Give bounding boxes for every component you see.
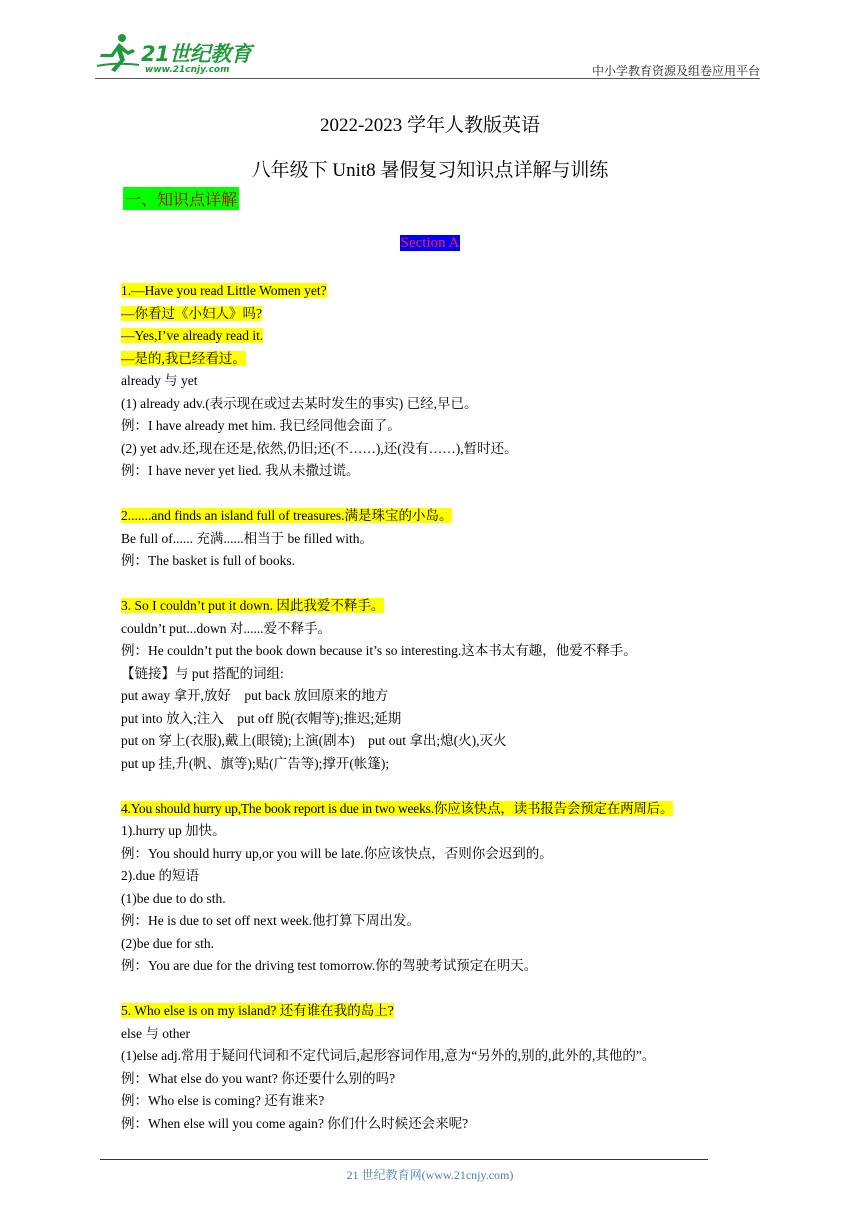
example-line: 例：I have already met him. 我已经同他会面了。 [121,418,401,433]
example-line: 例：I have never yet lied. 我从未撒过谎。 [121,463,360,478]
text-line: (1)else adj.常用于疑问代词和不定代词后,起形容词作用,意为“另外的,别的,此外的,其他的”。 [121,1048,656,1063]
point-5 [121,1000,781,1023]
page-header [95,30,760,80]
text-line: put up 挂,升(帆、旗等);贴(广告等);撑开(帐篷); [121,755,390,771]
section-a-heading [0,234,860,252]
question-line: 1.—Have you read Little Women yet? [121,283,327,298]
example-line: 例：You should hurry up,or you will be late.你应该快点，否则你会迟到的。 [121,845,553,861]
document-title-line1: 2022-2023 学年人教版英语 [319,115,541,136]
document-title-line2: 八年级下 Unit8 暑假复习知识点详解与训练 [251,160,609,181]
logo-text: 21世纪教育 [141,42,252,66]
question-line: 5. Who else is on my island? 还有谁在我的岛上? [121,1003,394,1018]
text-line: put away 拿开,放好 put back 放回原来的地方 [121,688,389,703]
text-line: Be full of...... 充满......相当于 be filled with。 [121,530,373,546]
footer-divider [100,1159,708,1160]
logo-url: www.21cnjy.com [145,65,230,75]
section-heading: 一、知识点详解 [123,187,239,210]
point-3 [121,595,781,618]
text-line: put on 穿上(衣服),戴上(眼镜);上演(剧本) put out 拿出;熄(火),灭火 [121,733,507,748]
text-line: (2)be due for sth. [121,935,214,951]
text-line: put into 放入;注入 put off 脱(衣帽等);推迟;延期 [121,710,402,726]
question-line: 2.......and finds an island full of treasures.满是珠宝的小岛。 [121,508,453,523]
text-line: couldn’t put...down 对......爱不释手。 [121,620,332,636]
example-line: 例：You are due for the driving test tomorrow.你的驾驶考试预定在明天。 [121,958,538,973]
document-body [121,280,781,1135]
text-line: 1).hurry up 加快。 [121,823,226,838]
question-line: —你看过《小妇人》吗? [121,305,262,321]
example-line: 例：He is due to set off next week.他打算下周出发。 [121,913,420,928]
example-line: 例：When else will you come again? 你们什么时候还会来呢? [121,1115,469,1131]
point-4 [121,798,781,821]
point-2 [121,505,781,528]
example-line: 例：The basket is full of books. [121,553,295,568]
logo [95,38,265,78]
text-line: else 与 other [121,1025,190,1041]
question-line: 3. So I couldn’t put it down. 因此我爱不释手。 [121,598,385,613]
header-divider [95,78,760,79]
text-line: 2).due 的短语 [121,868,199,883]
text-line: (2) yet adv.还,现在还是,依然,仍旧;还(不……),还(没有……),暂时还。 [121,440,518,456]
question-line: —Yes,I’ve already read it. [121,328,264,343]
question-line: —是的,我已经看过。 [121,350,246,366]
section-a-label: Section A [400,235,460,251]
question-line: 4.You should hurry up,The book report is due in two weeks.你应该快点，读书报告会预定在两周后。 [121,800,674,816]
text-line: (1) already adv.(表示现在或过去某时发生的事实) 已经,早已。 [121,395,478,411]
text-line: 【链接】与 put 搭配的词组: [121,665,284,681]
example-line: 例：What else do you want? 你还要什么别的吗? [121,1070,396,1086]
runner-logo-icon [95,32,145,74]
example-line: 例：Who else is coming? 还有谁来? [121,1093,325,1108]
point-1 [121,280,781,303]
text-line: already 与 yet [121,373,198,388]
text-line: (1)be due to do sth. [121,890,226,906]
footer-link[interactable]: 21 世纪教育网(www.21cnjy.com) [346,1168,514,1182]
example-line: 例：He couldn’t put the book down because it’s so interesting.这本书太有趣，他爱不释手。 [121,643,637,658]
platform-name: 中小学教育资源及组卷应用平台 [591,64,760,78]
